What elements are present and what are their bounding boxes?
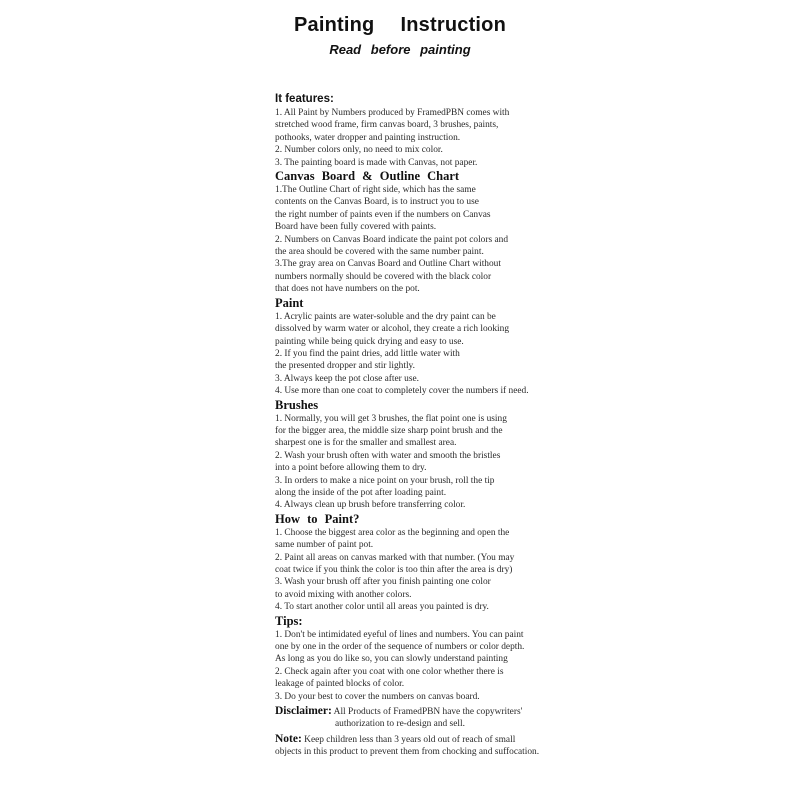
text-line: coat twice if you think the color is too thin after the area is dry)	[275, 565, 513, 575]
page-title	[0, 14, 800, 37]
text-line: numbers normally should be covered with the black color	[275, 271, 492, 282]
text-line: As long as you do like so, you can slowly understand painting	[275, 654, 508, 665]
text-line: 3. Wash your brush off after you finish painting one color	[275, 577, 491, 588]
text-line: into a point before allowing them to dry.	[275, 463, 427, 474]
title-word-painting: Painting	[293, 14, 375, 36]
section-heading: Paint	[275, 295, 304, 310]
text-line: 2. Check again after you coat with one color whether there is	[275, 666, 504, 677]
section-heading: Tips:	[275, 613, 303, 628]
text-line: along the inside of the pot after loading paint.	[275, 487, 447, 498]
text-line: 1. All Paint by Numbers produced by FramedPBN comes with	[275, 108, 510, 118]
text-line: 1. Acrylic paints are water-soluble and the dry paint can be	[275, 311, 496, 322]
text-line: contents on the Canvas Board, is to instruct you to use	[275, 197, 479, 208]
text-line: 1. Don't be intimidated eyeful of lines and numbers. You can paint	[275, 629, 524, 640]
text-line: the presented dropper and stir lightly.	[275, 361, 415, 372]
section-tips	[275, 614, 537, 703]
text-line: 1.The Outline Chart of right side, which has the same	[275, 185, 476, 196]
disclaimer-label: Disclaimer:	[275, 705, 332, 718]
note-text: objects in this product to prevent them from chocking and suffocation.	[275, 747, 540, 758]
note-label: Note:	[275, 732, 302, 745]
section-disclaimer	[275, 705, 537, 731]
text-line: to avoid mixing with another colors.	[275, 589, 412, 600]
section-brushes	[275, 398, 537, 512]
text-line: 3. In orders to make a nice point on your brush, roll the tip	[275, 475, 495, 486]
text-line: that does not have numbers on the pot.	[275, 284, 420, 295]
text-line: 3. The painting board is made with Canvas, not paper.	[275, 157, 478, 168]
text-line: one by one in the order of the sequence of numbers or color depth.	[275, 642, 525, 653]
text-line: 1. Choose the biggest area color as the beginning and open the	[275, 527, 510, 538]
note-text: Keep children less than 3 years old out of reach of small	[304, 734, 516, 745]
text-line: 3.The gray area on Canvas Board and Outline Chart without	[275, 259, 501, 270]
text-line: the area should be covered with the same number paint.	[275, 247, 484, 258]
section-heading: It features:	[275, 93, 334, 105]
text-line: 2. If you find the paint dries, add little water with	[275, 348, 460, 359]
subtitle-word-read: Read	[329, 42, 362, 57]
section-canvas	[275, 169, 537, 296]
text-line: pothooks, water dropper and painting instruction.	[275, 132, 461, 143]
section-heading: How to Paint?	[275, 511, 360, 526]
text-line: 2. Wash your brush often with water and smooth the bristles	[275, 450, 501, 461]
text-line: 1. Normally, you will get 3 brushes, the flat point one is using	[275, 413, 507, 424]
text-line: same number of paint pot.	[275, 540, 374, 551]
text-line: 2. Paint all areas on canvas marked with that number. (You may	[275, 552, 515, 563]
text-line: 2. Number colors only, no need to mix color.	[275, 145, 443, 156]
text-line: sharpest one is for the smaller and smallest area.	[275, 438, 457, 449]
text-line: 4. Use more than one coat to completely cover the numbers if need.	[275, 386, 529, 397]
subtitle-word-painting: painting	[420, 42, 471, 57]
section-heading: Canvas Board & Outline Chart	[275, 169, 460, 184]
page-subtitle	[0, 42, 800, 57]
disclaimer-text: authorization to re-design and sell.	[335, 719, 465, 730]
section-paint	[275, 296, 537, 398]
text-line: 4. Always clean up brush before transferring color.	[275, 500, 466, 511]
text-line: the right number of paints even if the numbers on Canvas	[275, 209, 491, 220]
title-word-instruction: Instruction	[400, 14, 507, 36]
text-line: 3. Do your best to cover the numbers on canvas board.	[275, 691, 480, 702]
text-line: 3. Always keep the pot close after use.	[275, 373, 419, 384]
disclaimer-text: All Products of FramedPBN have the copywriters'	[333, 707, 523, 718]
subtitle-word-before: before	[370, 42, 411, 57]
text-line: dissolved by warm water or alcohol, they create a rich looking	[275, 324, 510, 335]
section-heading: Brushes	[275, 397, 319, 412]
text-line: painting while being quick drying and easy to use.	[275, 336, 464, 347]
section-note	[275, 732, 540, 759]
text-line: Board have been fully covered with paints.	[275, 222, 437, 233]
text-line: leakage of painted blocks of color.	[275, 679, 405, 690]
section-features	[275, 92, 537, 169]
instruction-body	[275, 92, 540, 759]
text-line: stretched wood frame, firm canvas board, 3 brushes, paints,	[275, 120, 499, 131]
text-line: for the bigger area, the middle size sharp point brush and the	[275, 425, 503, 436]
text-line: 4. To start another color until all areas you painted is dry.	[275, 602, 489, 613]
section-how-to-paint	[275, 512, 537, 614]
text-line: 2. Numbers on Canvas Board indicate the paint pot colors and	[275, 234, 509, 245]
